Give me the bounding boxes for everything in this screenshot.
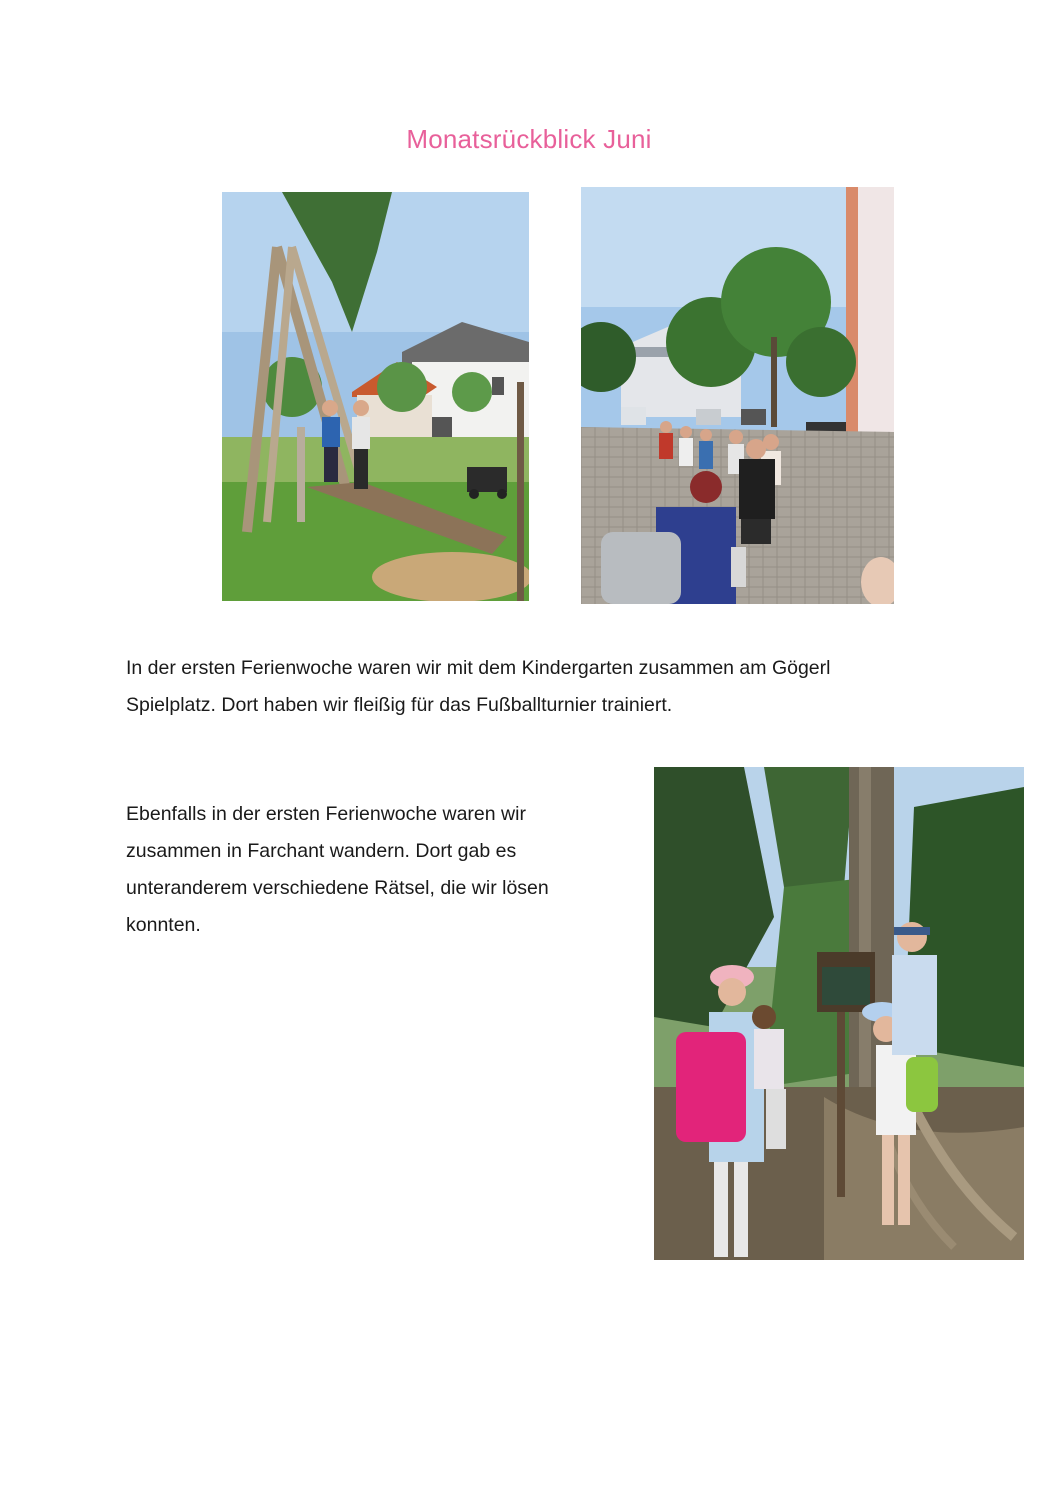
paragraph-line: zusammen in Farchant wandern. Dort gab es [126,840,517,862]
forest-riddle-photo [654,767,1024,1260]
paragraph-line: Ebenfalls in der ersten Ferienwoche waren wir [126,803,526,825]
page-title: Monatsrückblick Juni [406,124,652,154]
paragraph-hike [126,796,549,944]
paragraph-playground [126,650,830,724]
paragraph-line: In der ersten Ferienwoche waren wir mit dem Kindergarten zusammen am Gögerl [126,657,831,679]
group-walking-photo [581,187,894,604]
paragraph-line: konnten. [126,914,201,936]
paragraph-line: unteranderem verschiedene Rätsel, die wir lösen [126,877,549,899]
paragraph-line: Spielplatz. Dort haben wir fleißig für das Fußballturnier trainiert. [126,694,673,716]
playground-photo [222,192,529,601]
